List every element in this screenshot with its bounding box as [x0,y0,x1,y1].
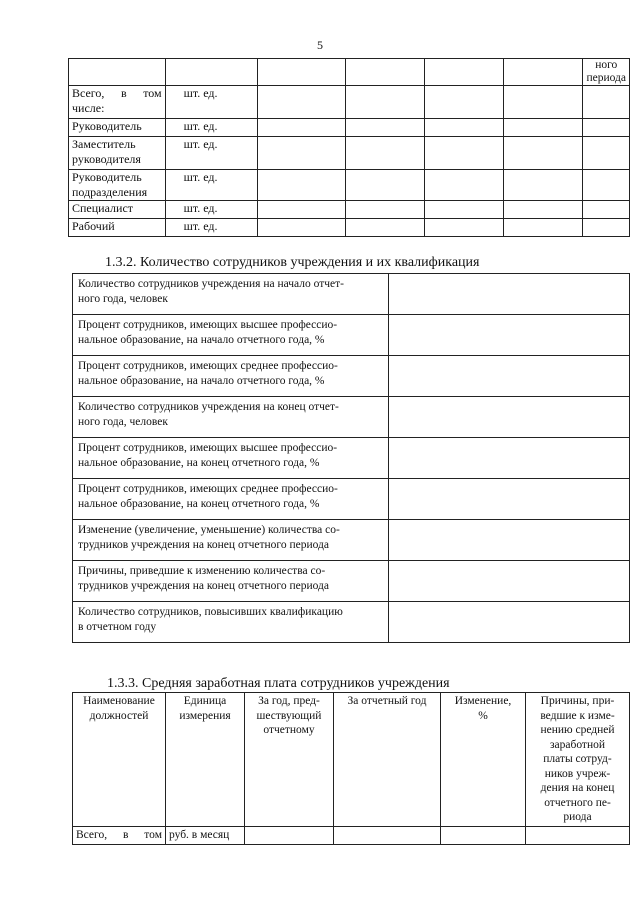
value-cell [389,356,630,397]
value-cell [389,602,630,643]
staff-units-table [68,58,630,237]
value-cell [389,561,630,602]
section-heading-1-3-3: 1.3.3. Средняя заработная плата сотрудников учреждения [107,676,450,691]
row-unit: руб. в месяц [166,827,245,845]
table-row [73,827,630,845]
value-cell [389,397,630,438]
row-label: Количество сотрудников учреждения на начало отчет- ного года, человек [73,274,389,315]
row-name: Специалист [69,201,166,219]
table-row [73,561,630,602]
header-position: Наименование должностей [73,693,166,827]
row-label: Причины, приведшие к изменению количества со- трудников учреждения на конец отчетного периода [73,561,389,602]
page-number: 5 [317,38,323,52]
value-cell [389,315,630,356]
row-name: Руководитель подразделения [69,170,166,201]
row-name: Руководитель [69,119,166,137]
table-row [69,170,630,201]
table-header-row [73,693,630,827]
table-row [69,201,630,219]
row-unit: шт. ед. [165,201,258,219]
row-label: Процент сотрудников, имеющих среднее профессио- нальное образование, на конец отчетного года, % [73,479,389,520]
table-row [73,274,630,315]
header-reporting-year: За отчетный год [334,693,441,827]
staff-qualification-table [72,273,630,643]
table-row [69,59,630,86]
table-row [69,137,630,170]
row-label: Изменение (увеличение, уменьшение) количества со- трудников учреждения на конец отчетного периода [73,520,389,561]
value-cell [389,438,630,479]
table-row [73,479,630,520]
row-unit: шт. ед. [165,86,258,119]
table-row [73,602,630,643]
row-label: Процент сотрудников, имеющих высшее профессио- нальное образование, на начало отчетного года, % [73,315,389,356]
row-unit: шт. ед. [165,170,258,201]
value-cell [389,520,630,561]
row-name: Всего, в том [73,827,166,845]
header-unit: Единица измерения [166,693,245,827]
header-change-percent: Изменение, % [441,693,526,827]
row-name: Рабочий [69,219,166,237]
row-label: Количество сотрудников учреждения на конец отчет- ного года, человек [73,397,389,438]
row-name: Всего, в том числе: [69,86,166,119]
value-cell [389,479,630,520]
table-row [73,438,630,479]
average-salary-table [72,692,630,845]
header-cell-period: ного периода [583,59,630,86]
table-row [69,219,630,237]
table-row [69,119,630,137]
row-label: Процент сотрудников, имеющих высшее профессио- нальное образование, на конец отчетного года, % [73,438,389,479]
table-row [73,520,630,561]
table-row [73,315,630,356]
table-row [69,86,630,119]
table-row [73,356,630,397]
header-previous-year: За год, пред- шествующий отчетному [245,693,334,827]
section-heading-1-3-2: 1.3.2. Количество сотрудников учреждения и их квалификация [105,255,480,270]
row-label: Процент сотрудников, имеющих среднее профессио- нальное образование, на начало отчетного года, % [73,356,389,397]
value-cell [389,274,630,315]
header-reasons: Причины, при- ведшие к изме- нению средней заработной платы сотруд- ников учреж- дения на конец отчетного пе- риода [526,693,630,827]
row-unit: шт. ед. [165,137,258,170]
row-unit: шт. ед. [165,219,258,237]
row-name: Заместитель руководителя [69,137,166,170]
table-row [73,397,630,438]
row-label: Количество сотрудников, повысивших квалификацию в отчетном году [73,602,389,643]
row-unit: шт. ед. [165,119,258,137]
